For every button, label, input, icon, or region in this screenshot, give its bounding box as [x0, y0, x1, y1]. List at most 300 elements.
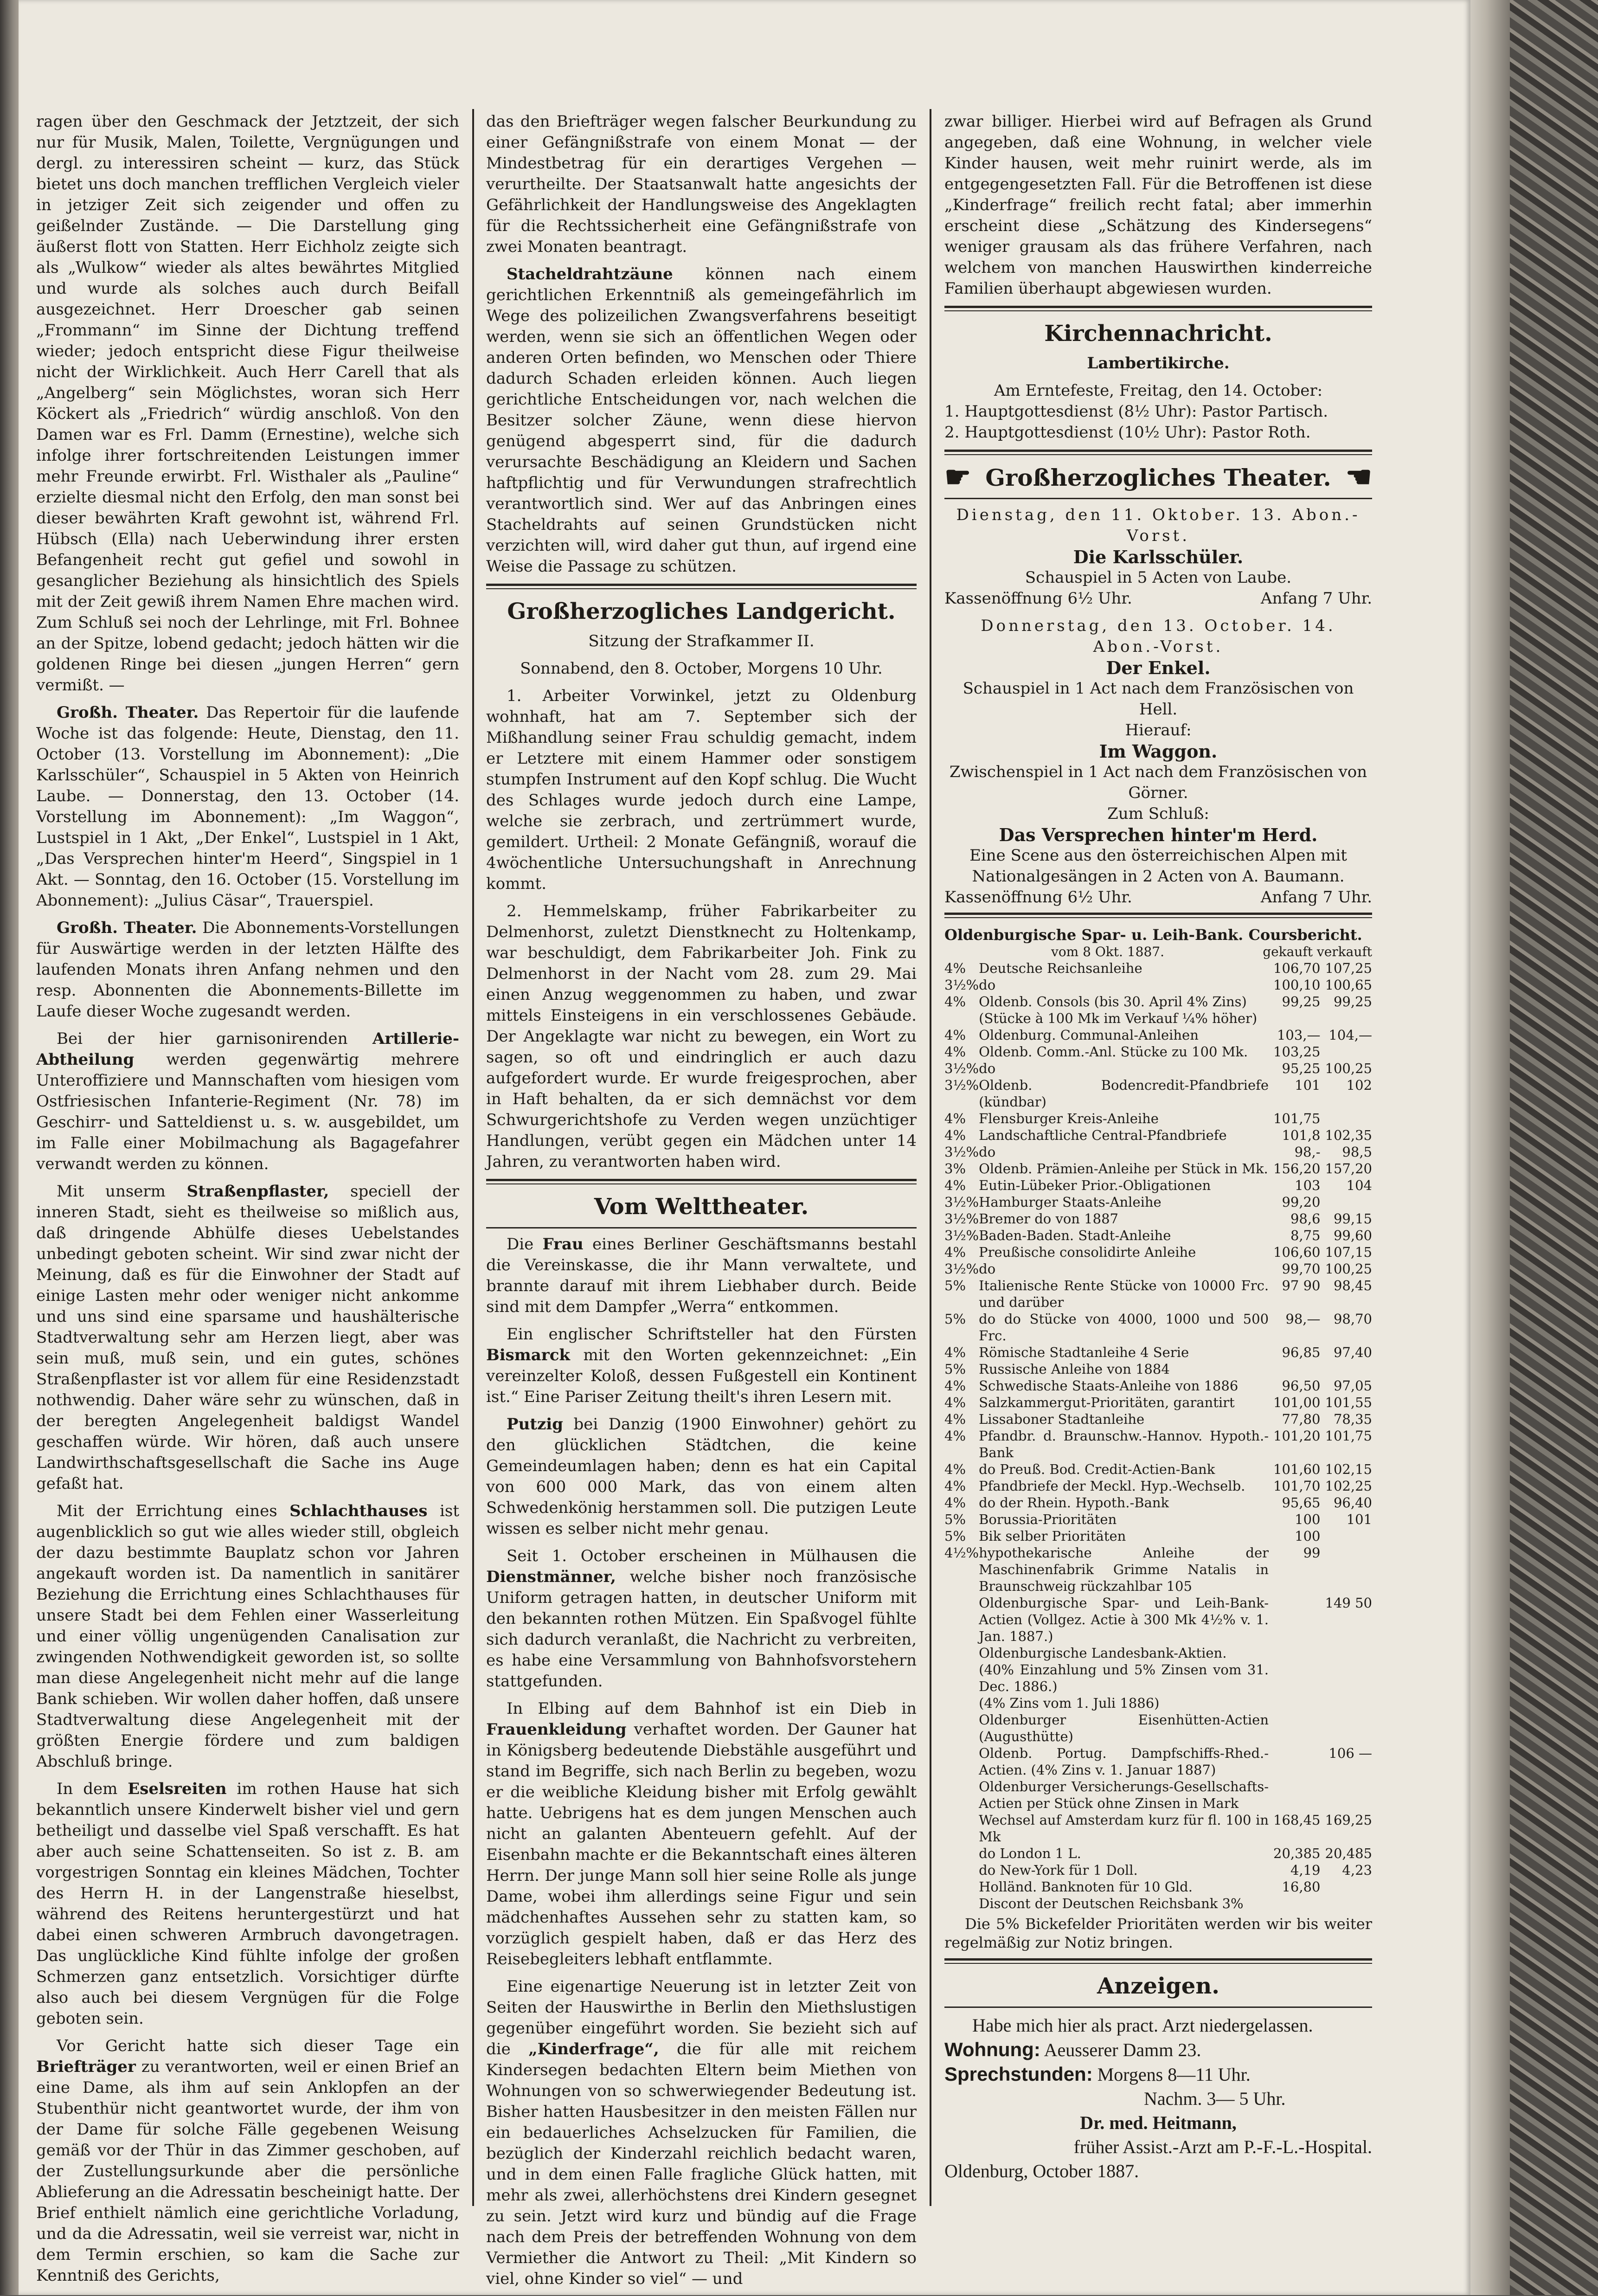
table-row [944, 1645, 1372, 1661]
article-label: Großh. Theater. [57, 703, 199, 722]
cell-security: hypothekarische Anleihe der Maschinenfabrik Grimme Natalis in Braunschweig rückzahlbar 105 [979, 1545, 1269, 1594]
cell-sold [1321, 1528, 1372, 1544]
cell-sold [1321, 1043, 1372, 1060]
table-row [944, 1461, 1372, 1478]
ad-address-label: Wohnung: [944, 2039, 1040, 2060]
ad-address-line [944, 2038, 1372, 2062]
table-row [944, 1344, 1372, 1361]
table-row [944, 1845, 1372, 1862]
article-eselsreiten: In dem Eselsreiten im rothen Hause hat sich bekanntlich unsere Kinderwelt bisher viel und gern betheiligt und dasselbe viel Spaß verschafft. Es hat aber auch seine Schattenseiten. So ist z. B. am vorgestrigen Sonntag ein kleines Mädchen, Tochter des Herrn H. in der Langenstraße hieselbst, während des Reitens heruntergestürzt und hat dabei einen schweren Armbruch davongetragen. Das unglückliche Kind fühlte infolge der großen Schmerzen ganz entsetzlich. Vorsichtiger dürfte also auch bei diesem Vergnügen für die Folge geboten sein. [36, 1780, 460, 2028]
cell-rate: 4% [944, 1411, 966, 1427]
cell-rate: 5% [944, 1528, 966, 1544]
cell-rate: 4% [944, 1495, 966, 1511]
table-row [944, 1595, 1372, 1645]
cell-security: Holländ. Banknoten für 10 Gld. [979, 1879, 1193, 1895]
table-row [944, 1311, 1372, 1344]
cell-sold: 107,25 [1325, 960, 1372, 976]
article-label: Dienstmänner, [486, 1568, 616, 1586]
cell-sold [1321, 1661, 1372, 1695]
cell-security: Oldenb. Comm.-Anl. Stücke zu 100 Mk. [979, 1044, 1248, 1060]
marbled-book-edge [1510, 0, 1598, 2295]
table-row [944, 1511, 1372, 1528]
cell-sold: 98,45 [1333, 1278, 1372, 1293]
show-2-title: Der Enkel. [1106, 657, 1211, 678]
exchange-report-subheader [944, 944, 1372, 960]
article-label: Großh. Theater. [57, 919, 197, 937]
cell-sold: 101 [1346, 1511, 1372, 1527]
article-artillerie: Bei der hier garnisonirenden Artillerie-Abtheilung werden gegenwärtig mehrere Unteroffiziere und Mannschaften vom hiesigen vom Ostfriesischen Infanterie-Regiment (Nr. 78) im Geschirr- und Satteldienst u. s. w. ausgebildet, um im Falle einer Mobilmachung als Bagagefahrer verwandt werden zu können. [36, 1029, 460, 1173]
pointing-hand-right-icon: ☛ [944, 460, 971, 495]
cell-security: do [979, 1261, 996, 1277]
cell-bought: 101,8 [1282, 1127, 1321, 1143]
cell-rate [944, 1695, 979, 1711]
article-label: Schlachthauses [289, 1502, 428, 1520]
cell-rate: 3½% [944, 1261, 979, 1277]
article-label: Straßenpflaster, [186, 1182, 329, 1201]
col-header-gekauft: gekauft [1263, 944, 1313, 959]
cell-rate: 3½% [944, 1228, 979, 1243]
cell-rate: 3½% [944, 1194, 979, 1210]
table-row [944, 1127, 1372, 1144]
cell-rate: 3½% [944, 977, 979, 993]
cell-sold [1321, 1778, 1372, 1812]
cell-rate: 4% [944, 994, 966, 1010]
table-row [944, 1277, 1372, 1311]
box-office-time: Kassenöffnung 6½ Uhr. [944, 589, 1132, 608]
ad-hours-label: Sprechstunden: [944, 2063, 1093, 2085]
cell-security: do London 1 L. [979, 1846, 1081, 1861]
table-row [944, 1394, 1372, 1411]
table-row [944, 1661, 1372, 1695]
cell-rate: 3% [944, 1161, 966, 1177]
article-strassenpflaster: Mit unserm Straßenpflaster, speciell der inneren Stadt, sieht es theilweise so mißlich aus, daß dringende Abhülfe dieses Uebelstandes unbedingt geboten scheint. Wir sind zwar nicht der Meinung, daß es für die Einwohner der Stadt auf einige Lasten mehr oder weniger nicht ankomme und uns sind eine sparsame und haushälterische Stadtverwaltung sehr am Herzen liegt, aber was sein muß, muß sein, und ein gutes, schönes Straßenpflaster ist vor allem für eine Residenzstadt nothwendig. Daher wäre sehr zu wünschen, daß in der beregten Angelegenheit baldigst Wandel geschaffen würde. Wir hören, daß auch unsere Landwirthschaftsgesellschaft die Sache ins Auge gefaßt hat. [36, 1182, 459, 1493]
show-1-date: Dienstag, den 11. Oktober. 13. Abon.-Vorst. [956, 506, 1361, 545]
cell-bought [1269, 1661, 1320, 1695]
cell-security: (Stücke à 100 Mk im Verkauf ¼% höher) [979, 1010, 1258, 1026]
col-header-verkauft: verkauft [1316, 944, 1372, 959]
table-row [944, 1895, 1372, 1912]
cell-security: do [979, 977, 996, 993]
cell-security: do [979, 1061, 996, 1076]
show-2-hierauf: Hierauf: [1125, 721, 1192, 740]
cell-bought [1269, 1745, 1320, 1778]
table-row [944, 993, 1372, 1010]
cell-security: Römische Stadtanleihe 4 Serie [979, 1344, 1189, 1360]
church-line-1: Am Erntefeste, Freitag, den 14. October: [994, 381, 1323, 400]
article-kinderfrage-cont: zwar billiger. Hierbei wird auf Befragen als Grund angegeben, daß eine Wohnung, in welcher viele Kinder hausen, weit mehr ruinirt werde, als im entgegengesetzten Fall. Für die Betroffenen ist diese „Kinderfrage“ freilich recht fatal; aber immerhin erscheint diese „Schätzung des Kindersegens“ weniger grausam als das frühere Verfahren, nach welchem von manchen Hauswirthen kinderreiche Familien überhaupt abgewiesen wurden. [944, 112, 1372, 298]
cell-bought: 106,70 [1273, 960, 1321, 976]
show-1-times [944, 588, 1372, 609]
cell-bought: 96,85 [1282, 1344, 1321, 1360]
cell-rate: 4% [944, 1344, 966, 1360]
cell-bought: 168,45 [1273, 1812, 1321, 1828]
cell-security: Oldenburger Eisenhütten-Actien (Augusthütte) [979, 1712, 1269, 1744]
table-row [944, 977, 1372, 993]
article-brieftraeger: Vor Gericht hatte sich dieser Tage ein Briefträger zu verantworten, weil er einen Brief an eine Dame, als ihm auf sein Anklopfen an der Stubenthür nicht geantwortet wurde, der ihm von der Dame für solche Fälle gegebenen Weisung gemäß vor der Thür in das Zimmer geschoben, auf der Zustellungsurkunde aber die persönliche Ablieferung an die Adressatin bescheinigt hatte. Der Brief enthielt nämlich eine gerichtliche Vorladung, und da die Adressatin, weil sie verreist war, nicht in dem Termin erschien, so kam die Sache zur Kenntniß des Gerichts, [36, 2037, 459, 2285]
table-row [944, 1778, 1372, 1812]
cell-security: Eutin-Lübeker Prior.-Obligationen [979, 1177, 1211, 1193]
cell-security: do [979, 1144, 996, 1160]
article-dienstmaenner: Seit 1. October erscheinen in Mülhausen die Dienstmänner, welche bisher noch französische Uniform getragen hatten, in deutscher Uniform mit den bekannten rothen Mützen. Ein Spaßvogel fühlte sich dadurch veranlaßt, die Nachricht zu verbreiten, es habe eine Versammlung von Bahnhofsvorstehern stattgefunden. [486, 1547, 917, 1691]
heading-underline [944, 498, 1372, 499]
cell-security: Salzkammergut-Prioritäten, garantirt [979, 1395, 1235, 1410]
cell-bought: 16,80 [1282, 1879, 1321, 1895]
table-row [944, 1244, 1372, 1261]
show-2-subtitle: Schauspiel in 1 Act nach dem Französischen von Hell. [963, 679, 1354, 719]
cell-sold: 96,40 [1333, 1495, 1372, 1511]
cell-security: Oldenburgische Landesbank-Aktien. [979, 1645, 1227, 1661]
article-stacheldraht: Stacheldrahtzäune können nach einem gerichtlichen Erkenntniß als gemeingefährlich im Wege des polizeilichen Zwangsverfahrens beseitigt werden, wenn sie sich an öffentlichen Wegen oder anderen Orten befinden, wo Menschen oder Thiere dadurch Schaden erleiden können. Auch liegen gerichtliche Entscheidungen vor, nach welchen die Besitzer solcher Zäune, wenn diese hiervon genügend abgesperrt sind, für die dadurch verursachte Beschädigung an Kleidern und Sachen haftpflichtig und für Verwundungen strafrechtlich verantwortlich sind. Wer auf das Anbringen eines Stacheldrahts auf seinen Grundstücken nicht verzichten will, wird daher gut thun, auf irgend eine Weise die Passage zu schützen. [486, 265, 917, 576]
article-label: Bismarck [486, 1346, 570, 1364]
table-row [944, 1411, 1372, 1428]
cell-sold: 100,65 [1325, 977, 1372, 993]
table-row [944, 1194, 1372, 1210]
cell-rate [944, 1010, 979, 1027]
cell-sold: 104 [1346, 1177, 1372, 1193]
cell-sold: 101,75 [1325, 1428, 1372, 1444]
show-2-title-3: Das Versprechen hinter'm Herd. [999, 824, 1318, 845]
column-1 [36, 111, 459, 2293]
exchange-note: Die 5% Bickefelder Prioritäten werden wir bis weiter regelmäßig zur Notiz bringen. [944, 1915, 1372, 1951]
cell-sold: 78,35 [1333, 1411, 1372, 1427]
cell-sold: 98,70 [1333, 1311, 1372, 1327]
cell-bought: 156,20 [1273, 1161, 1321, 1177]
cell-security: Borussia-Prioritäten [979, 1511, 1117, 1527]
cell-bought: 99,20 [1282, 1194, 1321, 1210]
cell-bought: 98,6 [1290, 1211, 1321, 1227]
cell-rate: 4% [944, 1111, 966, 1126]
cell-security: do Preuß. Bod. Credit-Actien-Bank [979, 1461, 1215, 1477]
cell-bought: 103 [1295, 1177, 1321, 1193]
cell-sold: 104,— [1328, 1027, 1372, 1043]
cell-sold [1321, 1878, 1372, 1895]
ad-doctor-name: Dr. med. Heitmann, [1080, 2112, 1237, 2133]
cell-rate: 5% [944, 1511, 966, 1527]
column-rule-1 [472, 109, 474, 2206]
show-2-title-2: Im Waggon. [1099, 741, 1218, 762]
cell-rate: 5% [944, 1311, 966, 1327]
cell-sold: 4,23 [1342, 1862, 1372, 1878]
cell-rate [944, 1661, 979, 1695]
cell-rate: 3½% [944, 1061, 979, 1076]
cell-sold: 106 — [1328, 1745, 1372, 1761]
cell-bought: 99 [1303, 1545, 1321, 1561]
cell-rate: 3½% [944, 1077, 979, 1093]
cell-sold: 102,35 [1325, 1127, 1372, 1143]
cell-bought [1269, 1778, 1320, 1812]
cell-bought: 106,60 [1273, 1244, 1321, 1260]
box-office-time: Kassenöffnung 6½ Uhr. [944, 888, 1132, 907]
section-divider [944, 1958, 1372, 1964]
heading-anzeigen: Anzeigen. [1097, 1973, 1219, 1999]
cell-bought [1269, 1010, 1320, 1027]
cell-bought: 101 [1295, 1077, 1321, 1093]
cell-security: Oldenb. Prämien-Anleihe per Stück in Mk. [979, 1161, 1268, 1177]
cell-security: Schwedische Staats-Anleihe von 1886 [979, 1378, 1239, 1394]
cell-security: Pfandbriefe der Meckl. Hyp.-Wechselb. [979, 1478, 1245, 1494]
cell-bought: 103,— [1277, 1027, 1321, 1043]
cell-security: Baden-Baden. Stadt-Anleihe [979, 1228, 1171, 1243]
cell-security: Landschaftliche Central-Pfandbriefe [979, 1127, 1227, 1143]
cell-bought: 101,20 [1273, 1428, 1321, 1444]
page-stack-edge [1470, 0, 1510, 2295]
article-theatre-repertoire: Großh. Theater. Das Repertoir für die laufende Woche ist das folgende: Heute, Dienstag, den 11. October (13. Vorstellung im Abonnement): „Die Karlsschüler“, Schauspiel in 5 Akten von Heinrich Laube. — Donnerstag, den 13. October (14. Vorstellung im Abonnement): „Im Waggon“, Lustspiel in 1 Akt, „Der Enkel“, Lustspiel in 1 Akt, „Das Versprechen hinter'm Heerd“, Singspiel in 1 Akt. — Sonntag, den 16. October (15. Vorstellung im Abonnement): „Julius Cäsar“, Trauerspiel. [36, 703, 459, 910]
ad-place-date: Oldenburg, October 1887. [944, 2161, 1139, 2181]
cell-sold: 102,25 [1325, 1478, 1372, 1494]
case-2: 2. Hemmelskamp, früher Fabrikarbeiter zu Delmenhorst, zuletzt Dienstknecht zu Holtenkamp, war beschuldigt, dem Fabrikarbeiter Joh. Fink zu Delmenhorst in der Nacht vom 28. zum 29. Mai einen Anzug weggenommen zu haben, und zwar mittels Einsteigens in ein verschlossenes Gebäude. Der Angeklagte war nicht zu bewegen, ein Wort zu sagen, so oft und eindringlich er auch dazu aufgefordert wurde. Er wurde freigesprochen, aber in Haft behalten, da er sich demnächst vor dem Schwurgerichtshofe zu Verden wegen unzüchtiger Handlungen, verübt gegen ein Mädchen unter 14 Jahren, zu verantworten haben wird. [486, 902, 917, 1171]
cell-sold: 99,60 [1333, 1228, 1372, 1243]
cell-sold: 97,05 [1333, 1378, 1372, 1394]
cell-bought: 100,10 [1273, 977, 1321, 993]
cell-rate: 4% [944, 1027, 966, 1043]
cell-sold: 99,25 [1333, 994, 1372, 1010]
article-schlachthaus: Mit der Errichtung eines Schlachthauses ist augenblicklich so gut wie alles wieder still, obgleich der dazu bestimmte Bauplatz schon vor Jahren angekauft worden ist. Da namentlich in sanitärer Beziehung die Errichtung eines Schlachthauses für unsere Stadt bei dem Fehlen einer Wasserleitung und einer völlig ungenügenden Canalisation zur zwingenden Nothwendigkeit geworden ist, so sollte man diese Angelegenheit nicht mehr auf die lange Bank schieben. Wir wollen daher hoffen, daß unsere Stadtverwaltung diese Angelegenheit mit der größten Energie fördere und zum baldigen Abschluß bringe. [36, 1502, 459, 1771]
article-label: Artillerie-Abtheilung [36, 1029, 459, 1069]
cell-rate: 4% [944, 1428, 966, 1444]
cell-bought: 97 90 [1282, 1278, 1321, 1293]
cell-rate: 4% [944, 1395, 966, 1410]
cell-rate [944, 1812, 979, 1845]
cell-rate [944, 1595, 979, 1645]
cell-sold [1321, 1544, 1372, 1595]
article-label: Eselsreiten [128, 1780, 227, 1798]
cell-rate: 4% [944, 1044, 966, 1060]
table-row [944, 1711, 1372, 1745]
church-name: Lambertikirche. [1087, 354, 1230, 373]
table-row [944, 1377, 1372, 1394]
article-label: „Kinderfrage“, [528, 2040, 659, 2058]
cell-rate: 5% [944, 1278, 966, 1293]
doctor-advertisement [944, 2013, 1372, 2183]
column-3 [944, 111, 1372, 2183]
cell-sold: 101,55 [1325, 1395, 1372, 1410]
heading-landgericht: Großherzogliches Landgericht. [507, 598, 896, 624]
article-putzig: Putzig bei Danzig (1900 Einwohner) gehört zu den glücklichen Städtchen, die keine Gemeindeumlagen haben; denn es hat ein Capital von 600 000 Mark, das von einem alten Schwedenkönig herstammen soll. Die putzigen Leute wissen es selber nicht mehr genau. [486, 1415, 917, 1538]
exchange-report-date: vom 8 Okt. 1887. [1051, 944, 1164, 959]
article-theatre-abonnement: Großh. Theater. Die Abonnements-Vorstellungen für Auswärtige werden in der letzten Hälfte des laufenden Monats ihren Anfang nehmen und den resp. Abonnenten die Abonnements-Billette im Laufe dieser Woche zugesandt werden. [36, 919, 459, 1021]
start-time: Anfang 7 Uhr. [1260, 589, 1372, 608]
cell-bought: 101,70 [1273, 1478, 1321, 1494]
theatre-header [944, 460, 1372, 495]
cell-sold: 102 [1346, 1077, 1372, 1093]
cell-security: Lissaboner Stadtanleihe [979, 1411, 1145, 1427]
church-line-3: 2. Hauptgottesdienst (10½ Uhr): Pastor Roth. [944, 423, 1311, 442]
cell-sold: 99,15 [1333, 1211, 1372, 1227]
cell-bought [1269, 1645, 1320, 1661]
cell-rate: 4% [944, 1177, 966, 1193]
heading-underline [944, 2007, 1372, 2008]
cell-bought: 100 [1295, 1511, 1321, 1527]
table-row [944, 1812, 1372, 1845]
table-row [944, 1177, 1372, 1194]
table-row [944, 1494, 1372, 1511]
table-row [944, 1261, 1372, 1277]
table-row [944, 1695, 1372, 1711]
cell-sold: 97,40 [1333, 1344, 1372, 1360]
table-row [944, 1077, 1372, 1110]
ad-intro: Habe mich hier als pract. Arzt niedergelassen. [972, 2015, 1313, 2036]
cell-bought: 100 [1295, 1528, 1321, 1544]
cell-rate: 4% [944, 1461, 966, 1477]
cell-bought: 8,75 [1290, 1228, 1321, 1243]
article-label: Stacheldrahtzäune [507, 265, 673, 283]
show-2-subtitle-3: Eine Scene aus den österreichischen Alpen mit Nationalgesängen in 2 Acten von A. Baumann. [969, 846, 1347, 886]
article-theatre-review: ragen über den Geschmack der Jetztzeit, der sich nur für Musik, Malen, Toilette, Vergnügungen und dergl. zu interessiren scheint — kurz, das Stück bietet uns doch manchen trefflichen Vergleich vieler in jetziger Zeit sich zeigender und offen zu geißelnder Zustände. — Die Darstellung ging äußerst flott von Statten. Herr Eichholz zeigte sich als „Wulkow“ wieder als altes bewährtes Mitglied und wurde als solches auch durch Beifall ausgezeichnet. Herr Droescher gab seinen „Frommann“ im Sinne der Dichtung treffend wieder; jedoch entspricht diese Figur theilweise nicht der Wirklichkeit. Auch Herr Carell that als „Angelberg“ sein Möglichstes, woran sich Herr Köckert als „Friedrich“ würdig anschloß. Von den Damen war es Frl. Damm (Ernestine), welche sich infolge ihrer fortschreitenden Leistungen immer mehr Freunde erwirbt. Frl. Wisthaler als „Pauline“ erzielte diesmal nicht den Erfolg, den man sonst bei dieser bewährten Kraft gewohnt ist, während Frl. Hübsch (Ella) nach Ueberwindung ihrer ersten Befangenheit recht gut gefiel und sowohl in gesanglicher Beziehung als hinsichtlich des Spiels mit der Zeit gewiß ihrem Namen Ehre machen wird. Zum Schluß sei noch der Lehrlinge, mit Frl. Bohnee an der Spitze, lobend gedacht; jedoch hätten wir die goldenen Ringe bei diesen „jungen Herren“ gern vermißt. — [36, 112, 459, 695]
cell-rate: 3½% [944, 1211, 979, 1227]
cell-rate [944, 1862, 979, 1878]
exchange-report-title: Oldenburgische Spar- u. Leih-Bank. Coursbericht. [944, 926, 1362, 944]
cell-bought: 101,00 [1273, 1395, 1321, 1410]
column-rule-2 [930, 109, 931, 2206]
table-row [944, 1210, 1372, 1227]
table-row [944, 1110, 1372, 1127]
case-1: 1. Arbeiter Vorwinkel, jetzt zu Oldenburg wohnhaft, hat am 7. September sich der Mißhandlung seiner Frau schuldig gemacht, indem er Letztere mit einem Hammer oder sonstigem stumpfen Instrument auf den Kopf schlug. Die Wucht des Schlages wurde jedoch durch eine Lampe, welche sie zerbrach, und zertrümmert wurde, gemildert. Urtheil: 2 Monate Gefängniß, worauf die 4wöchentliche Untersuchungshaft in Anrechnung kommt. [486, 687, 917, 893]
church-line-2: 1. Hauptgottesdienst (8½ Uhr): Pastor Partisch. [944, 402, 1328, 421]
cell-bought: 99,70 [1282, 1261, 1321, 1277]
cell-security: Flensburger Kreis-Anleihe [979, 1111, 1159, 1126]
table-row [944, 1862, 1372, 1878]
table-row [944, 1361, 1372, 1377]
cell-sold: 98,5 [1342, 1144, 1372, 1160]
pointing-hand-left-icon: ☚ [1345, 460, 1372, 495]
cell-sold [1321, 1645, 1372, 1661]
cell-rate [944, 1778, 979, 1812]
cell-rate [944, 1711, 979, 1745]
cell-sold [1321, 1711, 1372, 1745]
table-row [944, 1160, 1372, 1177]
cell-sold [1321, 1110, 1372, 1127]
cell-rate [944, 1895, 979, 1912]
show-1-subtitle: Schauspiel in 5 Acten von Laube. [1025, 568, 1292, 587]
cell-sold: 100,25 [1325, 1061, 1372, 1076]
cell-sold: 100,25 [1325, 1261, 1372, 1277]
cell-bought: 101,60 [1273, 1461, 1321, 1477]
cell-sold: 107,15 [1325, 1244, 1372, 1260]
table-row [944, 960, 1372, 977]
cell-sold [1321, 1895, 1372, 1912]
article-kinderfrage: Eine eigenartige Neuerung ist in letzter Zeit von Seiten der Hauswirthe in Berlin den Miethslustigen gegenüber eingeführt worden. Sie bezieht sich auf die „Kinderfrage“, die für alle mit reichem Kindersegen bedachten Eltern beim Miethen von Wohnungen von so schwerwiegender Bedeutung ist. Bisher hatten Hausbesitzer in den meisten Fällen nur ein bedauerliches Achselzucken für Familien, die bezüglich der Kinderzahl reichlich bedacht waren, und in dem einen Falle fragliche Glück hatten, mit mehr als zwei, allerhöchstens drei Kindern gesegnet zu sein. Jetzt wird kurz und bündig auf die Frage nach dem Preis der betreffenden Wohnung von dem Vermiether die Antwort zu Theil: „Mit Kindern so viel, ohne Kinder so viel“ — und [486, 1977, 917, 2288]
article-brieftraeger-cont: das den Briefträger wegen falscher Beurkundung zu einer Gefängnißstrafe von einem Monat — der Mindestbetrag für ein derartiges Vergehen — verurtheilte. Der Staatsanwalt hatte angesichts der Gefährlichkeit der Handlungsweise des Angeklagten für die Rechtssicherheit eine Gefängnißstrafe von zwei Monaten beantragt. [486, 112, 917, 256]
cell-security: Oldenb. Bodencredit-Pfandbriefe (kündbar) [979, 1077, 1269, 1110]
section-divider [486, 1179, 917, 1184]
cell-rate: 3½% [944, 1144, 979, 1160]
cell-bought: 98,— [1285, 1311, 1321, 1327]
cell-sold: 169,25 [1325, 1812, 1372, 1828]
cell-bought: 77,80 [1282, 1411, 1321, 1427]
cell-bought [1269, 1361, 1320, 1377]
cell-bought [1269, 1595, 1320, 1645]
section-divider [486, 584, 917, 589]
cell-security: Bik selber Prioritäten [979, 1528, 1126, 1544]
cell-security: Discont der Deutschen Reichsbank 3% [979, 1896, 1244, 1911]
cell-security: Oldenburger Versicherungs-Gesellschafts-Actien per Stück ohne Zinsen in Mark [979, 1779, 1269, 1811]
table-row [944, 1227, 1372, 1244]
cell-rate [944, 1845, 979, 1862]
cell-sold [1321, 1361, 1372, 1377]
cell-security: (4% Zins vom 1. Juli 1886) [979, 1695, 1160, 1711]
landgericht-date: Sonnabend, den 8. October, Morgens 10 Uhr. [520, 659, 883, 678]
article-label: Frauenkleidung [486, 1720, 627, 1739]
cell-bought [1269, 1895, 1320, 1912]
cell-bought: 4,19 [1290, 1862, 1321, 1878]
ad-doctor-title: früher Assist.-Arzt am P.-F.-L.-Hospital. [1073, 2136, 1372, 2157]
start-time: Anfang 7 Uhr. [1260, 888, 1372, 907]
table-row [944, 1745, 1372, 1778]
table-row [944, 1144, 1372, 1160]
ad-address: Aeusserer Damm 23. [1044, 2039, 1201, 2060]
table-row [944, 1027, 1372, 1043]
cell-security: do der Rhein. Hypoth.-Bank [979, 1495, 1169, 1511]
cell-rate: 4% [944, 1127, 966, 1143]
cell-bought: 103,25 [1273, 1044, 1321, 1060]
heading-welttheater: Vom Welttheater. [594, 1194, 809, 1220]
heading-underline [486, 1227, 917, 1228]
show-1-title: Die Karlsschüler. [1073, 547, 1244, 567]
cell-security: (40% Einzahlung und 5% Zinsen vom 31. Dec. 1886.) [979, 1662, 1269, 1694]
show-2-schluss: Zum Schluß: [1107, 804, 1209, 823]
cell-security: Preußische consolidirte Anleihe [979, 1244, 1196, 1260]
cell-security: Oldenb. Consols (bis 30. April 4% Zins) [979, 994, 1247, 1010]
cell-security: Oldenb. Portug. Dampfschiffs-Rhed.-Actien. (4% Zins v. 1. Januar 1887) [979, 1745, 1269, 1778]
cell-sold: 149 50 [1325, 1595, 1372, 1611]
table-row [944, 1043, 1372, 1060]
cell-security: Oldenburg. Communal-Anleihen [979, 1027, 1199, 1043]
cell-security: Deutsche Reichsanleihe [979, 960, 1142, 976]
cell-sold [1321, 1695, 1372, 1711]
table-row [944, 1428, 1372, 1461]
ad-hours-afternoon: Nachm. 3— 5 Uhr. [1144, 2088, 1286, 2109]
cell-bought: 99,25 [1282, 994, 1321, 1010]
cell-rate: 4% [944, 1244, 966, 1260]
cell-rate [944, 1745, 979, 1778]
cell-security: do do Stücke von 4000, 1000 und 500 Frc. [979, 1311, 1269, 1344]
ad-hours-line [944, 2062, 1372, 2087]
cell-bought: 95,25 [1282, 1061, 1321, 1076]
cell-bought [1269, 1711, 1320, 1745]
cell-security: Wechsel auf Amsterdam kurz für fl. 100 in Mk [979, 1812, 1269, 1845]
article-bismarck: Ein englischer Schriftsteller hat den Fürsten Bismarck mit den Worten gekennzeichnet: „Ein vereinzelter Koloß, dessen Fußgestell ein Kontinent ist.“ Eine Pariser Zeitung theilt's ihren Lesern mit. [486, 1325, 917, 1406]
cell-bought: 101,75 [1273, 1111, 1321, 1126]
landgericht-session: Sitzung der Strafkammer II. [588, 632, 815, 650]
table-row [944, 1060, 1372, 1077]
table-row [944, 1010, 1372, 1027]
article-frau: Die Frau eines Berliner Geschäftsmanns bestahl die Vereinskasse, die ihr Mann verwaltete, und brannte darauf mit ihrem Liebhaber durch. Beide sind mit dem Dampfer „Werra“ entkommen. [486, 1235, 917, 1316]
show-2-subtitle-2: Zwischenspiel in 1 Act nach dem Französischen von Görner. [949, 763, 1367, 802]
cell-sold: 157,20 [1325, 1161, 1372, 1177]
section-divider [944, 913, 1372, 918]
table-row [944, 1528, 1372, 1544]
cell-rate [944, 1878, 979, 1895]
article-label: Briefträger [36, 2058, 136, 2076]
article-label: Putzig [507, 1415, 563, 1434]
previous-page-edge [0, 0, 19, 2295]
table-row [944, 1544, 1372, 1595]
cell-rate: 5% [944, 1361, 966, 1377]
cell-rate: 4% [944, 1478, 966, 1494]
section-divider [944, 450, 1372, 455]
ad-hours-morning: Morgens 8—11 Uhr. [1097, 2064, 1251, 2085]
cell-rate [944, 1645, 979, 1661]
show-2-date: Donnerstag, den 13. October. 14. Abon.-Vorst. [981, 617, 1336, 656]
cell-bought: 20,385 [1273, 1846, 1321, 1861]
cell-sold [1321, 1010, 1372, 1027]
cell-security: Oldenburgische Spar- und Leih-Bank-Actien (Vollgez. Actie à 300 Mk 4½% v. 1. Jan. 1887.) [979, 1595, 1269, 1644]
cell-bought: 96,50 [1282, 1378, 1321, 1394]
cell-rate: 4% [944, 1378, 966, 1394]
heading-kirchennachricht: Kirchennachricht. [1044, 321, 1272, 347]
cell-bought: 98,- [1294, 1144, 1321, 1160]
heading-theater: Großherzogliches Theater. [985, 463, 1331, 491]
